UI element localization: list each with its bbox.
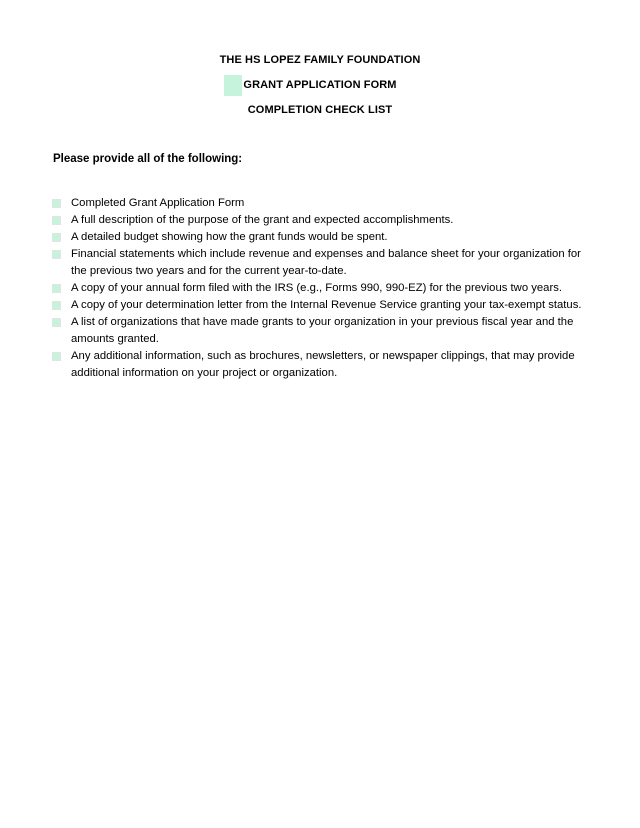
checklist-item-label: A full description of the purpose of the grant and expected accomplishments. bbox=[71, 214, 454, 226]
checklist-intro: Please provide all of the following: bbox=[53, 153, 243, 165]
checklist-item-label: A list of organizations that have made grants to your organization in your previous fiscal year and the amounts granted. bbox=[71, 316, 574, 345]
checklist-item-label: Completed Grant Application Form bbox=[71, 197, 245, 209]
checkbox[interactable] bbox=[52, 233, 61, 242]
checklist-item-label: Financial statements which include revenue and expenses and balance sheet for your organization for the previous two years and for the current year-to-date. bbox=[71, 248, 581, 277]
checklist-item bbox=[52, 195, 597, 212]
checklist-item bbox=[52, 229, 597, 246]
checklist-item-label: A copy of your annual form filed with the IRS (e.g., Forms 990, 990-EZ) for the previous two years. bbox=[71, 282, 563, 294]
checkbox[interactable] bbox=[52, 284, 61, 293]
completion-checklist bbox=[52, 195, 597, 382]
checklist-item bbox=[52, 246, 597, 280]
form-title: GRANT APPLICATION FORM bbox=[243, 79, 397, 91]
checklist-item-label: A detailed budget showing how the grant funds would be spent. bbox=[71, 231, 388, 243]
checklist-item bbox=[52, 314, 597, 348]
checklist-item-label: A copy of your determination letter from the Internal Revenue Service granting your tax-exempt status. bbox=[71, 299, 582, 311]
checklist-item bbox=[52, 212, 597, 229]
checklist-item-label: Any additional information, such as brochures, newsletters, or newspaper clippings, that may provide additional information on your project or organization. bbox=[71, 350, 575, 379]
checkbox[interactable] bbox=[52, 199, 61, 208]
checkbox[interactable] bbox=[52, 216, 61, 225]
checkbox[interactable] bbox=[52, 352, 61, 361]
checklist-title: COMPLETION CHECK LIST bbox=[247, 104, 393, 116]
checklist-item bbox=[52, 297, 597, 314]
checkbox[interactable] bbox=[52, 250, 61, 259]
checklist-item bbox=[52, 348, 597, 382]
foundation-name: THE HS LOPEZ FAMILY FOUNDATION bbox=[219, 54, 421, 66]
checklist-item bbox=[52, 280, 597, 297]
checkbox[interactable] bbox=[52, 301, 61, 310]
checkbox[interactable] bbox=[52, 318, 61, 327]
